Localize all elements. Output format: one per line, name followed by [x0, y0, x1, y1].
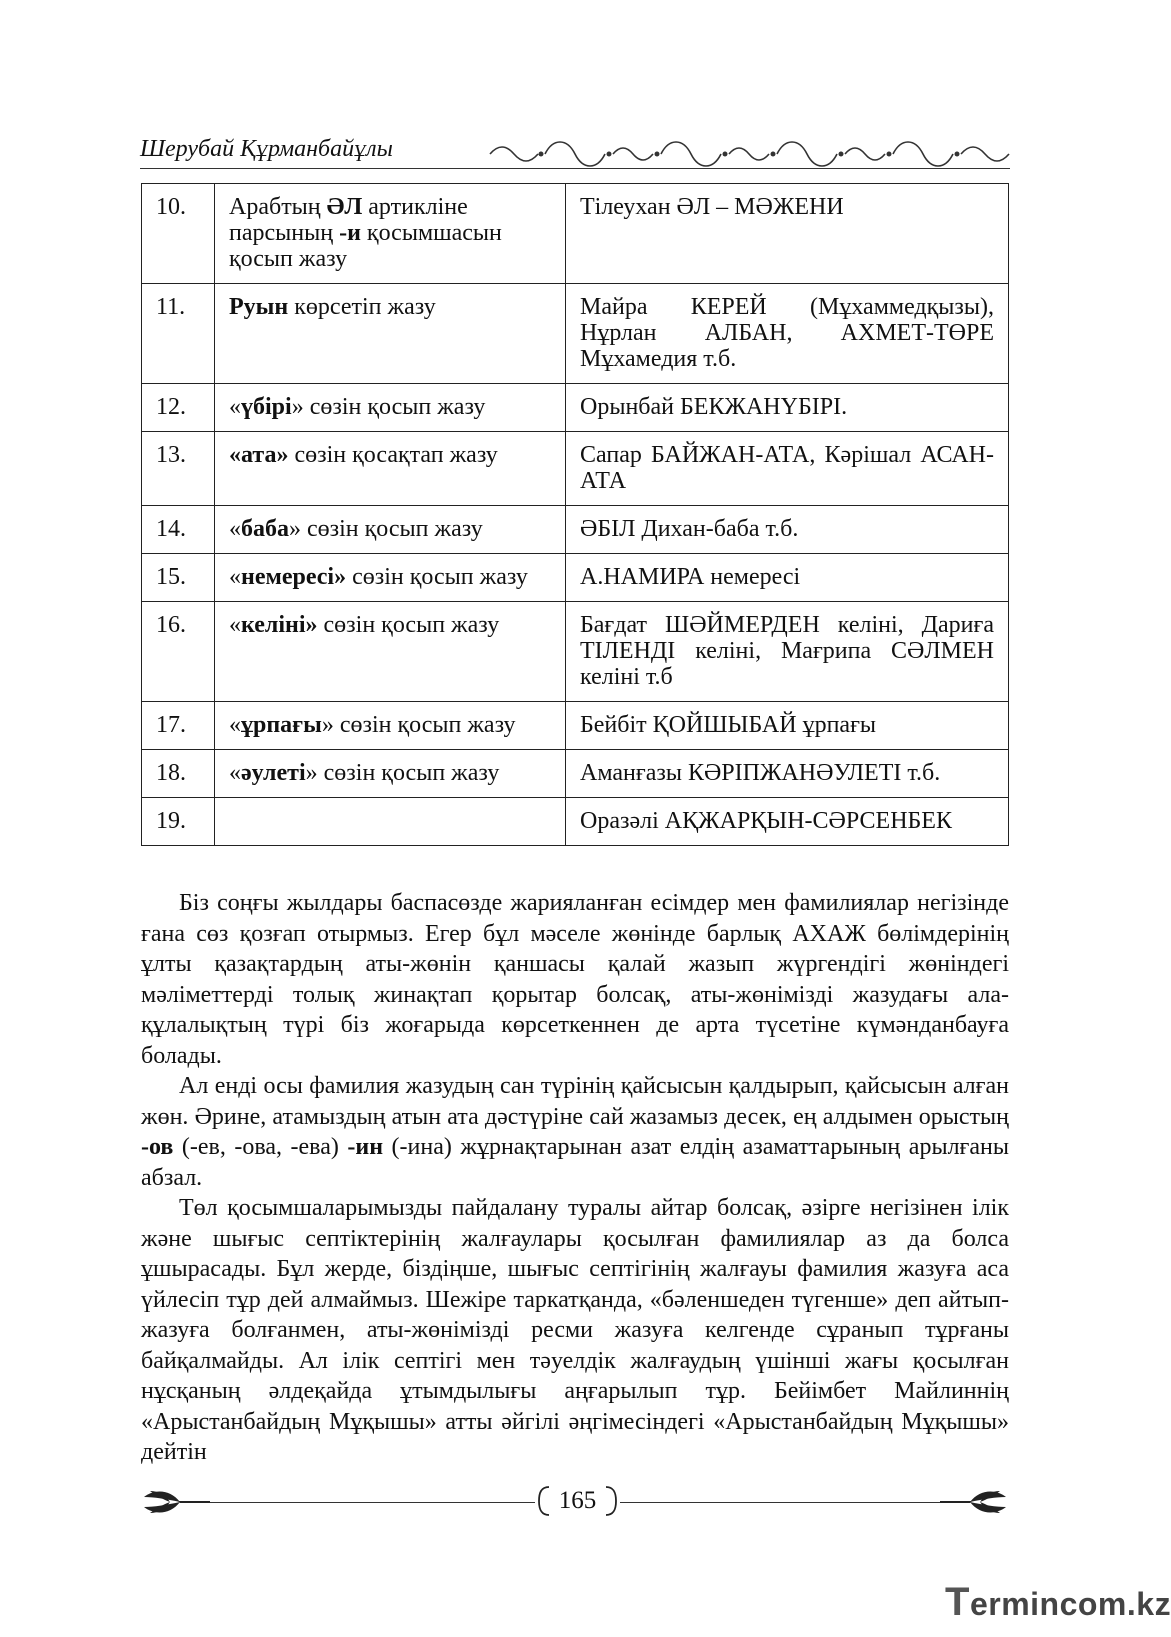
method-text-segment: сөзін қосып жазу: [317, 612, 500, 638]
naming-methods-table: [141, 183, 1009, 846]
table-row: [142, 184, 1009, 284]
row-number: 19.: [142, 798, 215, 846]
table-row: [142, 506, 1009, 554]
method-text-segment: немересі»: [241, 564, 347, 590]
method-text-segment: » сөзін қосып жазу: [291, 394, 486, 420]
paragraph-text-segment: (-ев, -ова, -ева): [173, 1134, 348, 1160]
method-text-segment: әулеті: [241, 760, 306, 786]
paragraph-text-segment: Ал енді осы фамилия жазудың сан түрінің қайсысын қалдырып, қайсысын алған жөн. Әрине, атамыздың атын ата дәстүріне сай жазамыз десек, ең алдымен орыстың: [141, 1073, 1009, 1130]
method-text-segment: Руын: [229, 294, 289, 320]
naming-method: [215, 702, 566, 750]
table-row: [142, 702, 1009, 750]
paragraph-text-segment: -ов: [141, 1134, 174, 1160]
running-head-author: Шерубай Құрманбайұлы: [140, 136, 393, 162]
paragraph-text-segment: -ин: [347, 1134, 384, 1160]
naming-method: [215, 602, 566, 702]
table-row: [142, 750, 1009, 798]
row-number: 11.: [142, 284, 215, 384]
method-text-segment: «: [229, 394, 241, 420]
method-text-segment: баба: [241, 516, 289, 542]
naming-method: [215, 750, 566, 798]
table-row: [142, 798, 1009, 846]
naming-method: [215, 554, 566, 602]
naming-method: [215, 284, 566, 384]
row-number: 10.: [142, 184, 215, 284]
row-number: 16.: [142, 602, 215, 702]
method-text-segment: келіні»: [241, 612, 318, 638]
paragraph-text-segment: Төл қосымшаларымызды пайдалану туралы айтар болсақ, әзірге негізінен ілік және шығыс септіктерінің жалғаулары қосылған фамилиялар аз да болса ұшырасады. Бұл жерде, біздіңше, шығыс септігінің жалғауы фамилия жазуға аса үйлесіп тұр дей алмаймыз. Шежіре таркатқанда, «бәленшеден түгенше» деп айтып-жазуға болғанмен, аты-жөнімізді ресми жазуға келгенде сұранып тұрғаны байқалмайды. Ал ілік септігі мен тәуелдік жалғаудың үшінші жағы қосылған нұсқаның әлдеқайда ұтымдылығы аңғарылып тұр. Бейімбет Майлиннің «Арыстанбайдың Мұқышы» атты әйгілі әңгімесіндегі «Арыстанбайдың Мұқышы» дейтін: [141, 1195, 1009, 1465]
method-text-segment: » сөзін қосып жазу: [289, 516, 483, 542]
body-text: [141, 888, 1009, 1468]
table-row: [142, 284, 1009, 384]
method-text-segment: » сөзін қосып жазу: [321, 712, 516, 738]
row-number: 15.: [142, 554, 215, 602]
method-text-segment: «: [229, 712, 241, 738]
table-row: [142, 432, 1009, 506]
row-number: 14.: [142, 506, 215, 554]
naming-method: [215, 798, 566, 846]
naming-example: Орынбай БЕКЖАНҮБІРІ.: [566, 384, 1009, 432]
table-row: [142, 554, 1009, 602]
naming-example: Бағдат ШӘЙМЕРДЕН келіні, Дариға ТІЛЕНДІ келіні, Мағрипа СӘЛМЕН келіні т.б: [566, 602, 1009, 702]
method-text-segment: сөзін қосып жазу: [346, 564, 528, 590]
naming-method: [215, 384, 566, 432]
header-rule: [140, 168, 1010, 169]
table-row: [142, 384, 1009, 432]
paragraph-text-segment: Біз соңғы жылдары баспасөзде жарияланған есімдер мен фамилиялар негізінде ғана сөз қозғап отырмыз. Егер бұл мәселе жөнінде барлық АХАЖ бөлімдерінің ұлты қазақтардың аты-жөнін қаншасы қалай жазып жүргендігі жөніндегі мәліметтерді толық жинақтап қорытар болсақ, аты-жөнімізді жазудағы ала-құлалықтың түрі біз жоғарыда көрсеткеннен де арта түсетіне күмәнданбауға болады.: [141, 890, 1009, 1069]
method-text-segment: ӘЛ: [326, 194, 363, 220]
naming-example: Бейбіт ҚОЙШЫБАЙ ұрпағы: [566, 702, 1009, 750]
naming-example: Оразәлі АҚЖАРҚЫН-СӘРСЕНБЕК: [566, 798, 1009, 846]
footer-rule-left: [210, 1502, 535, 1503]
method-text-segment: артикліне парсының: [229, 194, 468, 246]
naming-method: [215, 432, 566, 506]
method-text-segment: «: [229, 564, 241, 590]
paragraph-text-segment: (-ина) жұрнақтарынан азат елдің азаматтарының арылғаны абзал.: [141, 1134, 1010, 1191]
left-leaf-ornament-icon: [140, 1485, 212, 1521]
method-text-segment: «: [229, 612, 241, 638]
naming-method: [215, 506, 566, 554]
row-number: 17.: [142, 702, 215, 750]
method-text-segment: Арабтың: [229, 194, 327, 220]
method-text-segment: «: [229, 516, 241, 542]
method-text-segment: көрсетіп жазу: [288, 294, 436, 320]
paragraph: [141, 888, 1009, 1071]
naming-example: Тілеухан ӘЛ – МӘЖЕНИ: [566, 184, 1009, 284]
page-number: 165: [535, 1485, 620, 1517]
naming-example: А.НАМИРА немересі: [566, 554, 1009, 602]
naming-example: Аманғазы КӘРІПЖАНӘУЛЕТІ т.б.: [566, 750, 1009, 798]
method-text-segment: «ата»: [229, 442, 289, 468]
table-row: [142, 602, 1009, 702]
method-text-segment: сөзін қосақтап жазу: [288, 442, 498, 468]
method-text-segment: -и: [339, 220, 361, 246]
paragraph: [141, 1071, 1009, 1193]
naming-example: ӘБІЛ Дихан-баба т.б.: [566, 506, 1009, 554]
page-header: [140, 130, 1010, 170]
right-leaf-ornament-icon: [938, 1485, 1010, 1521]
header-ornament-icon: [485, 130, 1010, 164]
row-number: 12.: [142, 384, 215, 432]
watermark-logo: Termincom.kz: [945, 1580, 1171, 1624]
method-text-segment: қосымшасын қосып жазу: [229, 220, 502, 272]
naming-method: [215, 184, 566, 284]
method-text-segment: «: [229, 760, 241, 786]
row-number: 13.: [142, 432, 215, 506]
paragraph: [141, 1193, 1009, 1468]
method-text-segment: үбірі: [241, 394, 292, 420]
page-footer: [140, 1485, 1010, 1525]
row-number: 18.: [142, 750, 215, 798]
method-text-segment: » сөзін қосып жазу: [305, 760, 500, 786]
footer-rule-right: [620, 1502, 940, 1503]
method-text-segment: ұрпағы: [241, 712, 322, 738]
naming-example: Майра КЕРЕЙ (Мұхаммедқызы), Нұрлан АЛБАН, АХМЕТ-ТӨРЕ Мұхамедия т.б.: [566, 284, 1009, 384]
naming-example: Сапар БАЙЖАН-АТА, Кәрішал АСАН-АТА: [566, 432, 1009, 506]
